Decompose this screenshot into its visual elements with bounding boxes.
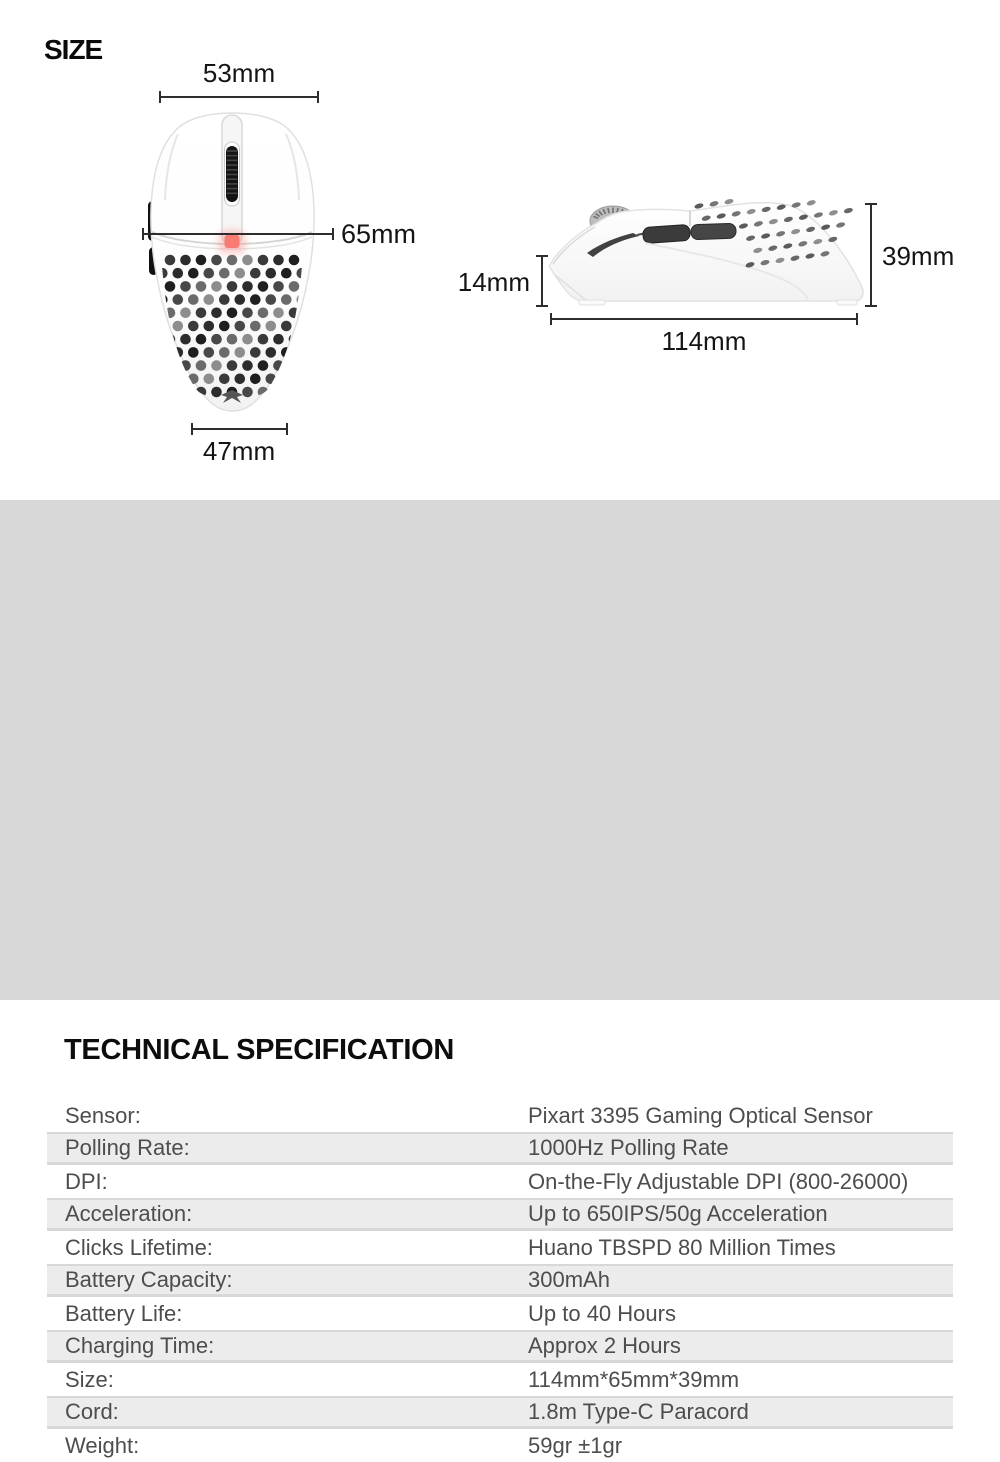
spec-row xyxy=(47,1429,953,1462)
length-line xyxy=(550,318,858,320)
spec-row-label: Battery Capacity: xyxy=(65,1267,233,1292)
spec-row-label: Charging Time: xyxy=(65,1333,215,1358)
front-skate xyxy=(579,300,605,305)
spec-row xyxy=(47,1099,953,1132)
spec-section-title: TECHNICAL SPECIFICATION xyxy=(64,1034,454,1066)
spec-row xyxy=(47,1297,953,1330)
spec-row-label: Acceleration: xyxy=(65,1201,193,1226)
spec-row-value: 300mAh xyxy=(528,1267,610,1292)
spec-row xyxy=(47,1363,953,1396)
spec-row-label: DPI: xyxy=(65,1168,108,1194)
spec-row-value: Pixart 3395 Gaming Optical Sensor xyxy=(528,1102,873,1128)
spec-row-label: Clicks Lifetime: xyxy=(65,1234,213,1260)
bottom-width-label: 47mm xyxy=(202,436,276,466)
spec-table xyxy=(47,1099,953,1462)
rear-skate xyxy=(837,300,857,305)
spec-row xyxy=(47,1330,953,1363)
spec-row xyxy=(47,1396,953,1429)
spec-row-value: 59gr ±1gr xyxy=(528,1432,623,1458)
spec-row-value: 1.8m Type-C Paracord xyxy=(528,1399,749,1424)
spec-row xyxy=(47,1231,953,1264)
spec-row-label: Sensor: xyxy=(65,1102,141,1128)
spec-row-value: Approx 2 Hours xyxy=(528,1333,681,1358)
spec-section xyxy=(0,500,1000,1458)
mid-width-line xyxy=(142,233,334,235)
spec-row xyxy=(47,1198,953,1231)
back-height-line xyxy=(870,203,872,307)
size-section-title: SIZE xyxy=(44,34,103,65)
led-light xyxy=(225,235,240,248)
spec-row xyxy=(47,1165,953,1198)
spec-row-label: Battery Life: xyxy=(65,1300,183,1326)
back-height-label: 39mm xyxy=(882,241,955,271)
front-height-line xyxy=(541,255,543,307)
length-label: 114mm xyxy=(661,326,747,356)
spec-row-value: 114mm*65mm*39mm xyxy=(528,1366,740,1392)
spec-row-label: Weight: xyxy=(65,1432,140,1458)
top-width-label: 53mm xyxy=(202,58,276,88)
mouse-top-view-illustration xyxy=(146,108,318,420)
front-height-label: 14mm xyxy=(457,267,530,297)
top-width-line xyxy=(159,96,319,98)
mouse-side-view-illustration xyxy=(543,193,873,315)
spec-row xyxy=(47,1132,953,1165)
spec-row-value: 1000Hz Polling Rate xyxy=(528,1135,729,1160)
spec-row-value: Huano TBSPD 80 Million Times xyxy=(528,1234,836,1260)
spec-row-value: Up to 650IPS/50g Acceleration xyxy=(528,1201,828,1226)
spec-row-value: On-the-Fly Adjustable DPI (800-26000) xyxy=(528,1168,909,1194)
spec-row-label: Size: xyxy=(65,1366,114,1392)
spec-row-label: Cord: xyxy=(65,1399,119,1424)
bottom-width-line xyxy=(191,428,288,430)
spec-row-value: Up to 40 Hours xyxy=(528,1300,676,1326)
mid-width-label: 65mm xyxy=(341,219,417,249)
spec-row-label: Polling Rate: xyxy=(65,1135,190,1160)
spec-row xyxy=(47,1264,953,1297)
